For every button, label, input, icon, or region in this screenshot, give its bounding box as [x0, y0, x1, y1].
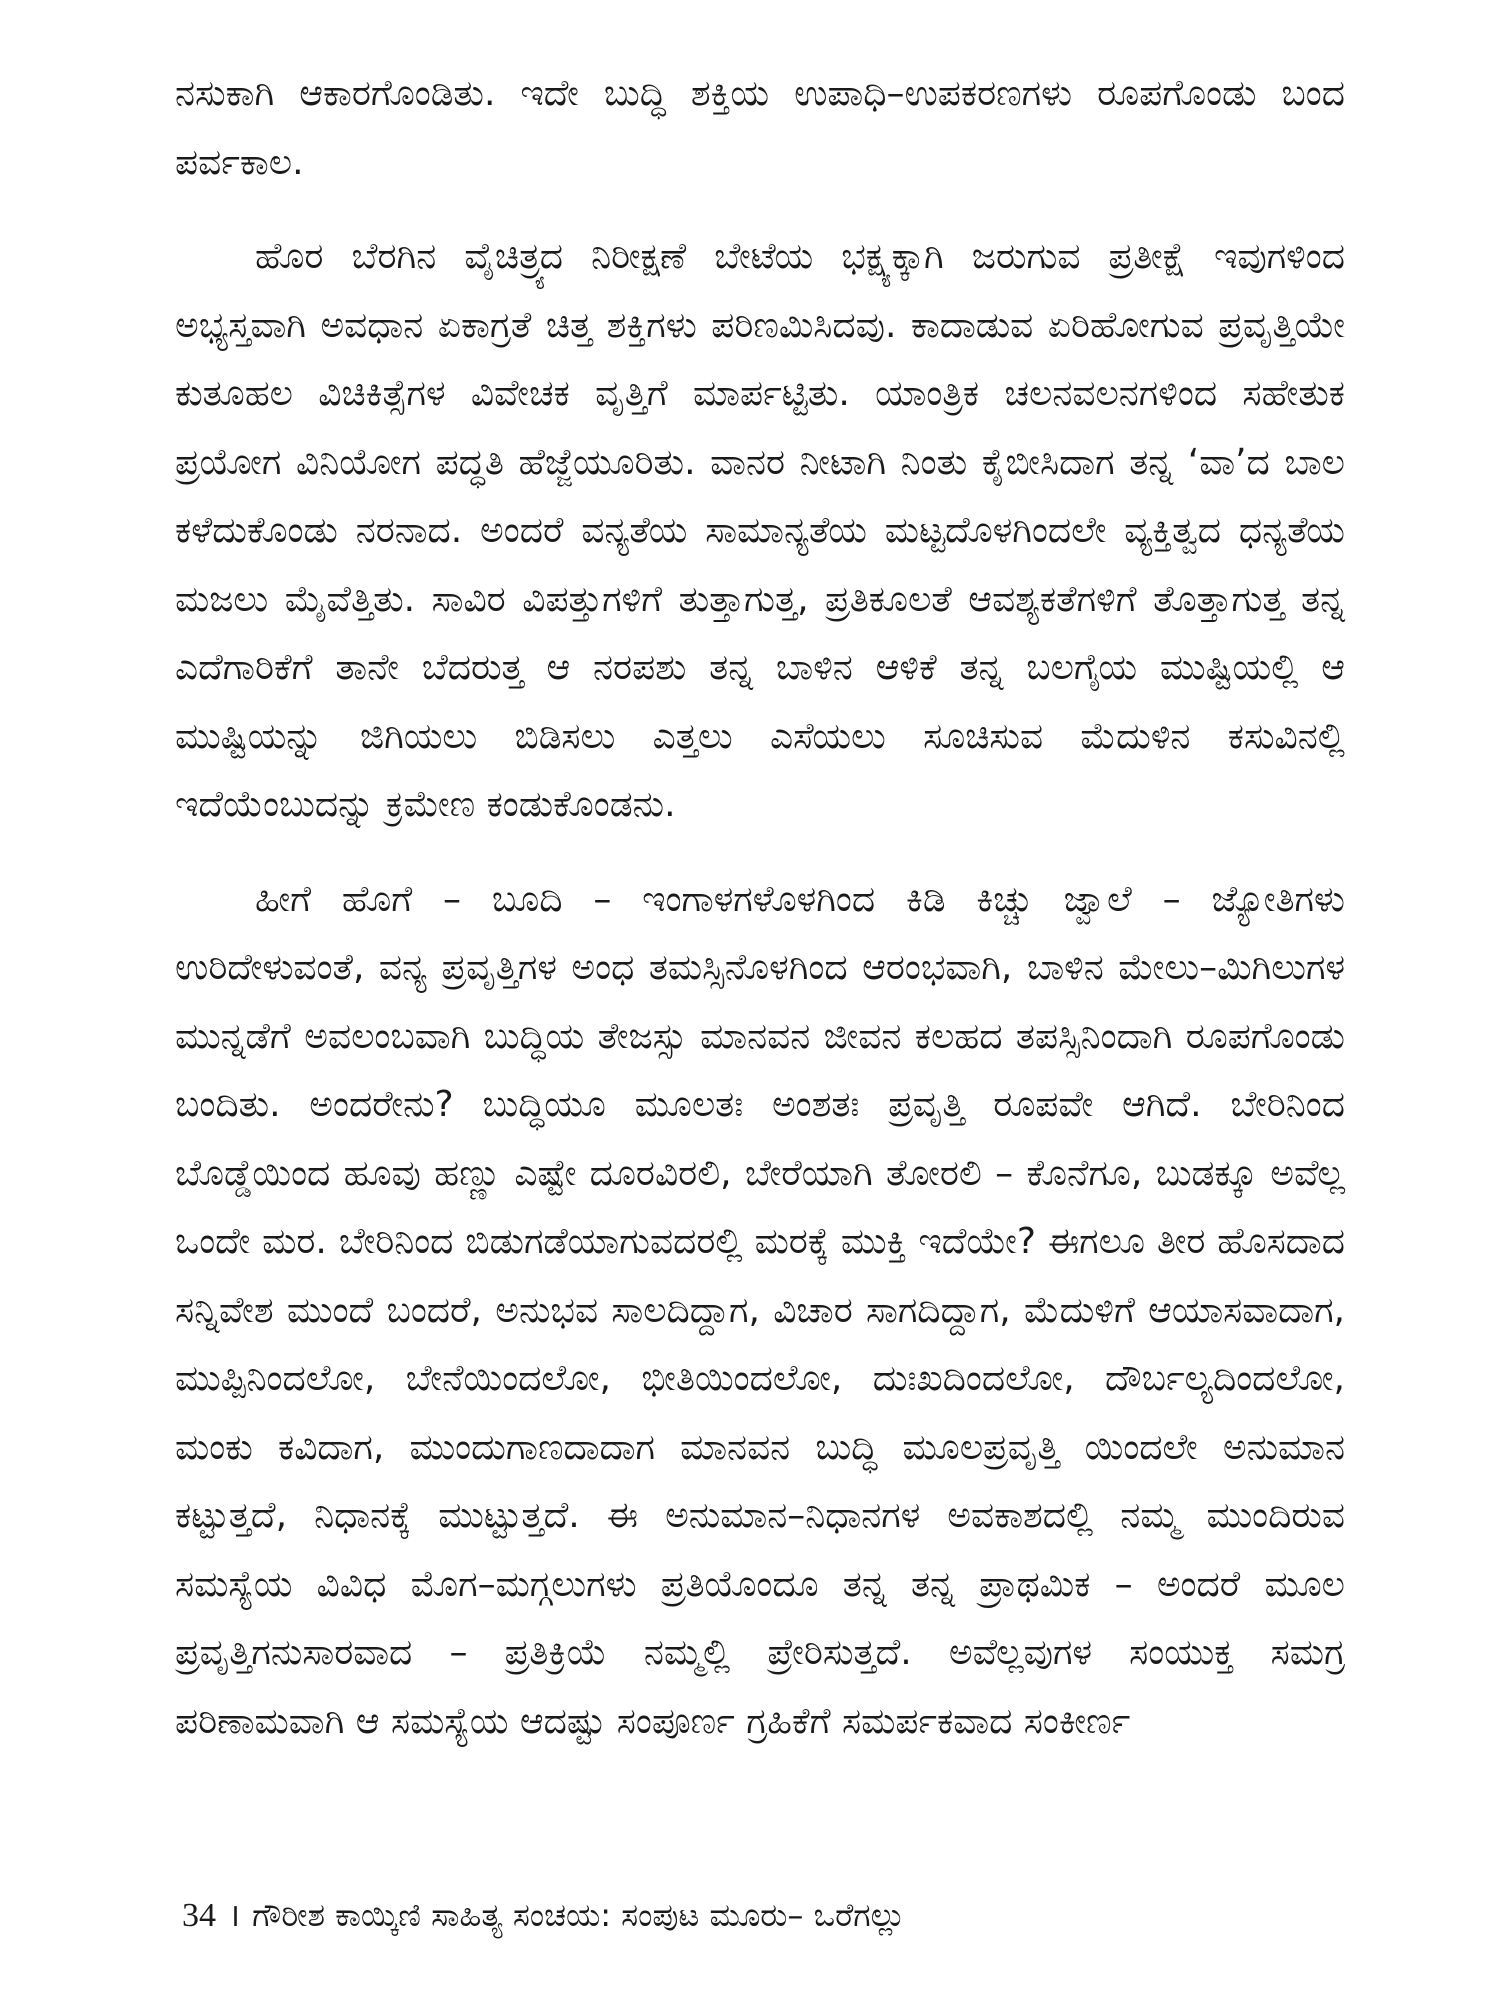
- page-number: 34: [182, 1897, 216, 1934]
- paragraph: ಹೊರ ಬೆರಗಿನ ವೈಚಿತ್ರ್ಯದ ನಿರೀಕ್ಷಣೆ ಬೇಟೆಯ ಭಕ್ಷ್ಯಕ್ಕಾಗಿ ಜರುಗುವ ಪ್ರತೀಕ್ಷೆ ಇವುಗಳಿಂದ ಅಭ್ಯಸ್ತವಾಗಿ ಅವಧಾನ ಏಕಾಗ್ರತೆ ಚಿತ್ತ ಶಕ್ತಿಗಳು ಪರಿಣಮಿಸಿದವು. ಕಾದಾಡುವ ಏರಿಹೋಗುವ ಪ್ರವೃತ್ತಿಯೇ ಕುತೂಹಲ ವಿಚಿಕಿತ್ಸೆಗಳ ವಿವೇಚಕ ವೃತ್ತಿಗೆ ಮಾರ್ಪಟ್ಟಿತು. ಯಾಂತ್ರಿಕ ಚಲನವಲನಗಳಿಂದ ಸಹೇತುಕ ಪ್ರಯೋಗ ವಿನಿಯೋಗ ಪದ್ಧತಿ ಹೆಜ್ಜೆಯೂರಿತು. ವಾನರ ನೀಟಾಗಿ ನಿಂತು ಕೈಬೀಸಿದಾಗ ತನ್ನ ‘ವಾ’ದ ಬಾಲ ಕಳೆದುಕೊಂಡು ನರನಾದ. ಅಂದರೆ ವನ್ಯತೆಯ ಸಾಮಾನ್ಯತೆಯ ಮಟ್ಟದೊಳಗಿಂದಲೇ ವ್ಯಕ್ತಿತ್ವದ ಧನ್ಯತೆಯ ಮಜಲು ಮೈವೆತ್ತಿತು. ಸಾವಿರ ವಿಪತ್ತುಗಳಿಗೆ ತುತ್ತಾಗುತ್ತ, ಪ್ರತಿಕೂಲತೆ ಆವಶ್ಯಕತೆಗಳಿಗೆ ತೊತ್ತಾಗುತ್ತ ತನ್ನ ಎದೆಗಾರಿಕೆಗೆ ತಾನೇ ಬೆದರುತ್ತ ಆ ನರಪಶು ತನ್ನ ಬಾಳಿನ ಆಳಿಕೆ ತನ್ನ ಬಲಗೈಯ ಮುಷ್ಟಿಯಲ್ಲಿ ಆ ಮುಷ್ಟಿಯನ್ನು ಜಿಗಿಯಲು ಬಿಡಿಸಲು ಎತ್ತಲು ಎಸೆಯಲು ಸೂಚಿಸುವ ಮೆದುಳಿನ ಕಸುವಿನಲ್ಲಿ ಇದೆಯೆಂಬುದನ್ನು ಕ್ರಮೇಣ ಕಂಡುಕೊಂಡನು.: [175, 236, 1345, 825]
- paragraph-continuation: ನಸುಕಾಗಿ ಆಕಾರಗೊಂಡಿತು. ಇದೇ ಬುದ್ಧಿ ಶಕ್ತಿಯ ಉಪಾಧಿ–ಉಪಕರಣಗಳು ರೂಪಗೊಂಡು ಬಂದ ಪರ್ವಕಾಲ.: [175, 73, 1345, 183]
- page-body: [175, 60, 1345, 1782]
- paragraph: ಹೀಗೆ ಹೊಗೆ – ಬೂದಿ – ಇಂಗಾಳಗಳೊಳಗಿಂದ ಕಿಡಿ ಕಿಚ್ಚು ಜ್ವಾಲೆ – ಜ್ಯೋತಿಗಳು ಉರಿದೇಳುವಂತೆ, ವನ್ಯ ಪ್ರವೃತ್ತಿಗಳ ಅಂಧ ತಮಸ್ಸಿನೊಳಗಿಂದ ಆರಂಭವಾಗಿ, ಬಾಳಿನ ಮೇಲು–ಮಿಗಿಲುಗಳ ಮುನ್ನಡೆಗೆ ಅವಲಂಬವಾಗಿ ಬುದ್ಧಿಯ ತೇಜಸ್ಸು ಮಾನವನ ಜೀವನ ಕಲಹದ ತಪಸ್ಸಿನಿಂದಾಗಿ ರೂಪಗೊಂಡು ಬಂದಿತು. ಅಂದರೇನು? ಬುದ್ಧಿಯೂ ಮೂಲತಃ ಅಂಶತಃ ಪ್ರವೃತ್ತಿ ರೂಪವೇ ಆಗಿದೆ. ಬೇರಿನಿಂದ ಬೊಡ್ಡೆಯಿಂದ ಹೂವು ಹಣ್ಣು ಎಷ್ಟೇ ದೂರವಿರಲಿ, ಬೇರೆಯಾಗಿ ತೋರಲಿ – ಕೊನೆಗೂ, ಬುಡಕ್ಕೂ ಅವೆಲ್ಲ ಒಂದೇ ಮರ. ಬೇರಿನಿಂದ ಬಿಡುಗಡೆಯಾಗುವದರಲ್ಲಿ ಮರಕ್ಕೆ ಮುಕ್ತಿ ಇದೆಯೇ? ಈಗಲೂ ತೀರ ಹೊಸದಾದ ಸನ್ನಿವೇಶ ಮುಂದೆ ಬಂದರೆ, ಅನುಭವ ಸಾಲದಿದ್ದಾಗ, ವಿಚಾರ ಸಾಗದಿದ್ದಾಗ, ಮೆದುಳಿಗೆ ಆಯಾಸವಾದಾಗ, ಮುಪ್ಪಿನಿಂದಲೋ, ಬೇನೆಯಿಂದಲೋ, ಭೀತಿಯಿಂದಲೋ, ದುಃಖದಿಂದಲೋ, ದೌರ್ಬಲ್ಯದಿಂದಲೋ, ಮಂಕು ಕವಿದಾಗ, ಮುಂದುಗಾಣದಾದಾಗ ಮಾನವನ ಬುದ್ಧಿ ಮೂಲಪ್ರವೃತ್ತಿ ಯಿಂದಲೇ ಅನುಮಾನ ಕಟ್ಟುತ್ತದೆ, ನಿಧಾನಕ್ಕೆ ಮುಟ್ಟುತ್ತದೆ. ಈ ಅನುಮಾನ–ನಿಧಾನಗಳ ಅವಕಾಶದಲ್ಲಿ ನಮ್ಮ ಮುಂದಿರುವ ಸಮಸ್ಯೆಯ ವಿವಿಧ ಮೊಗ–ಮಗ್ಗಲುಗಳು ಪ್ರತಿಯೊಂದೂ ತನ್ನ ತನ್ನ ಪ್ರಾಥಮಿಕ – ಅಂದರೆ ಮೂಲ ಪ್ರವೃತ್ತಿಗನುಸಾರವಾದ – ಪ್ರತಿಕ್ರಿಯೆ ನಮ್ಮಲ್ಲಿ ಪ್ರೇರಿಸುತ್ತದೆ. ಅವೆಲ್ಲವುಗಳ ಸಂಯುಕ್ತ ಸಮಗ್ರ ಪರಿಣಾಮವಾಗಿ ಆ ಸಮಸ್ಯೆಯ ಆದಷ್ಟು ಸಂಪೂರ್ಣ ಗ್ರಹಿಕೆಗೆ ಸಮರ್ಪಕವಾದ ಸಂಕೀರ್ಣ: [175, 878, 1345, 1742]
- footer-separator: ।: [228, 1897, 241, 1933]
- running-title: ಗೌರೀಶ ಕಾಯ್ಕಿಣಿ ಸಾಹಿತ್ಯ ಸಂಚಯ: ಸಂಪುಟ ಮೂರು– ಒರೆಗಲ್ಲು: [252, 1896, 906, 1934]
- page-footer: [182, 1893, 905, 1936]
